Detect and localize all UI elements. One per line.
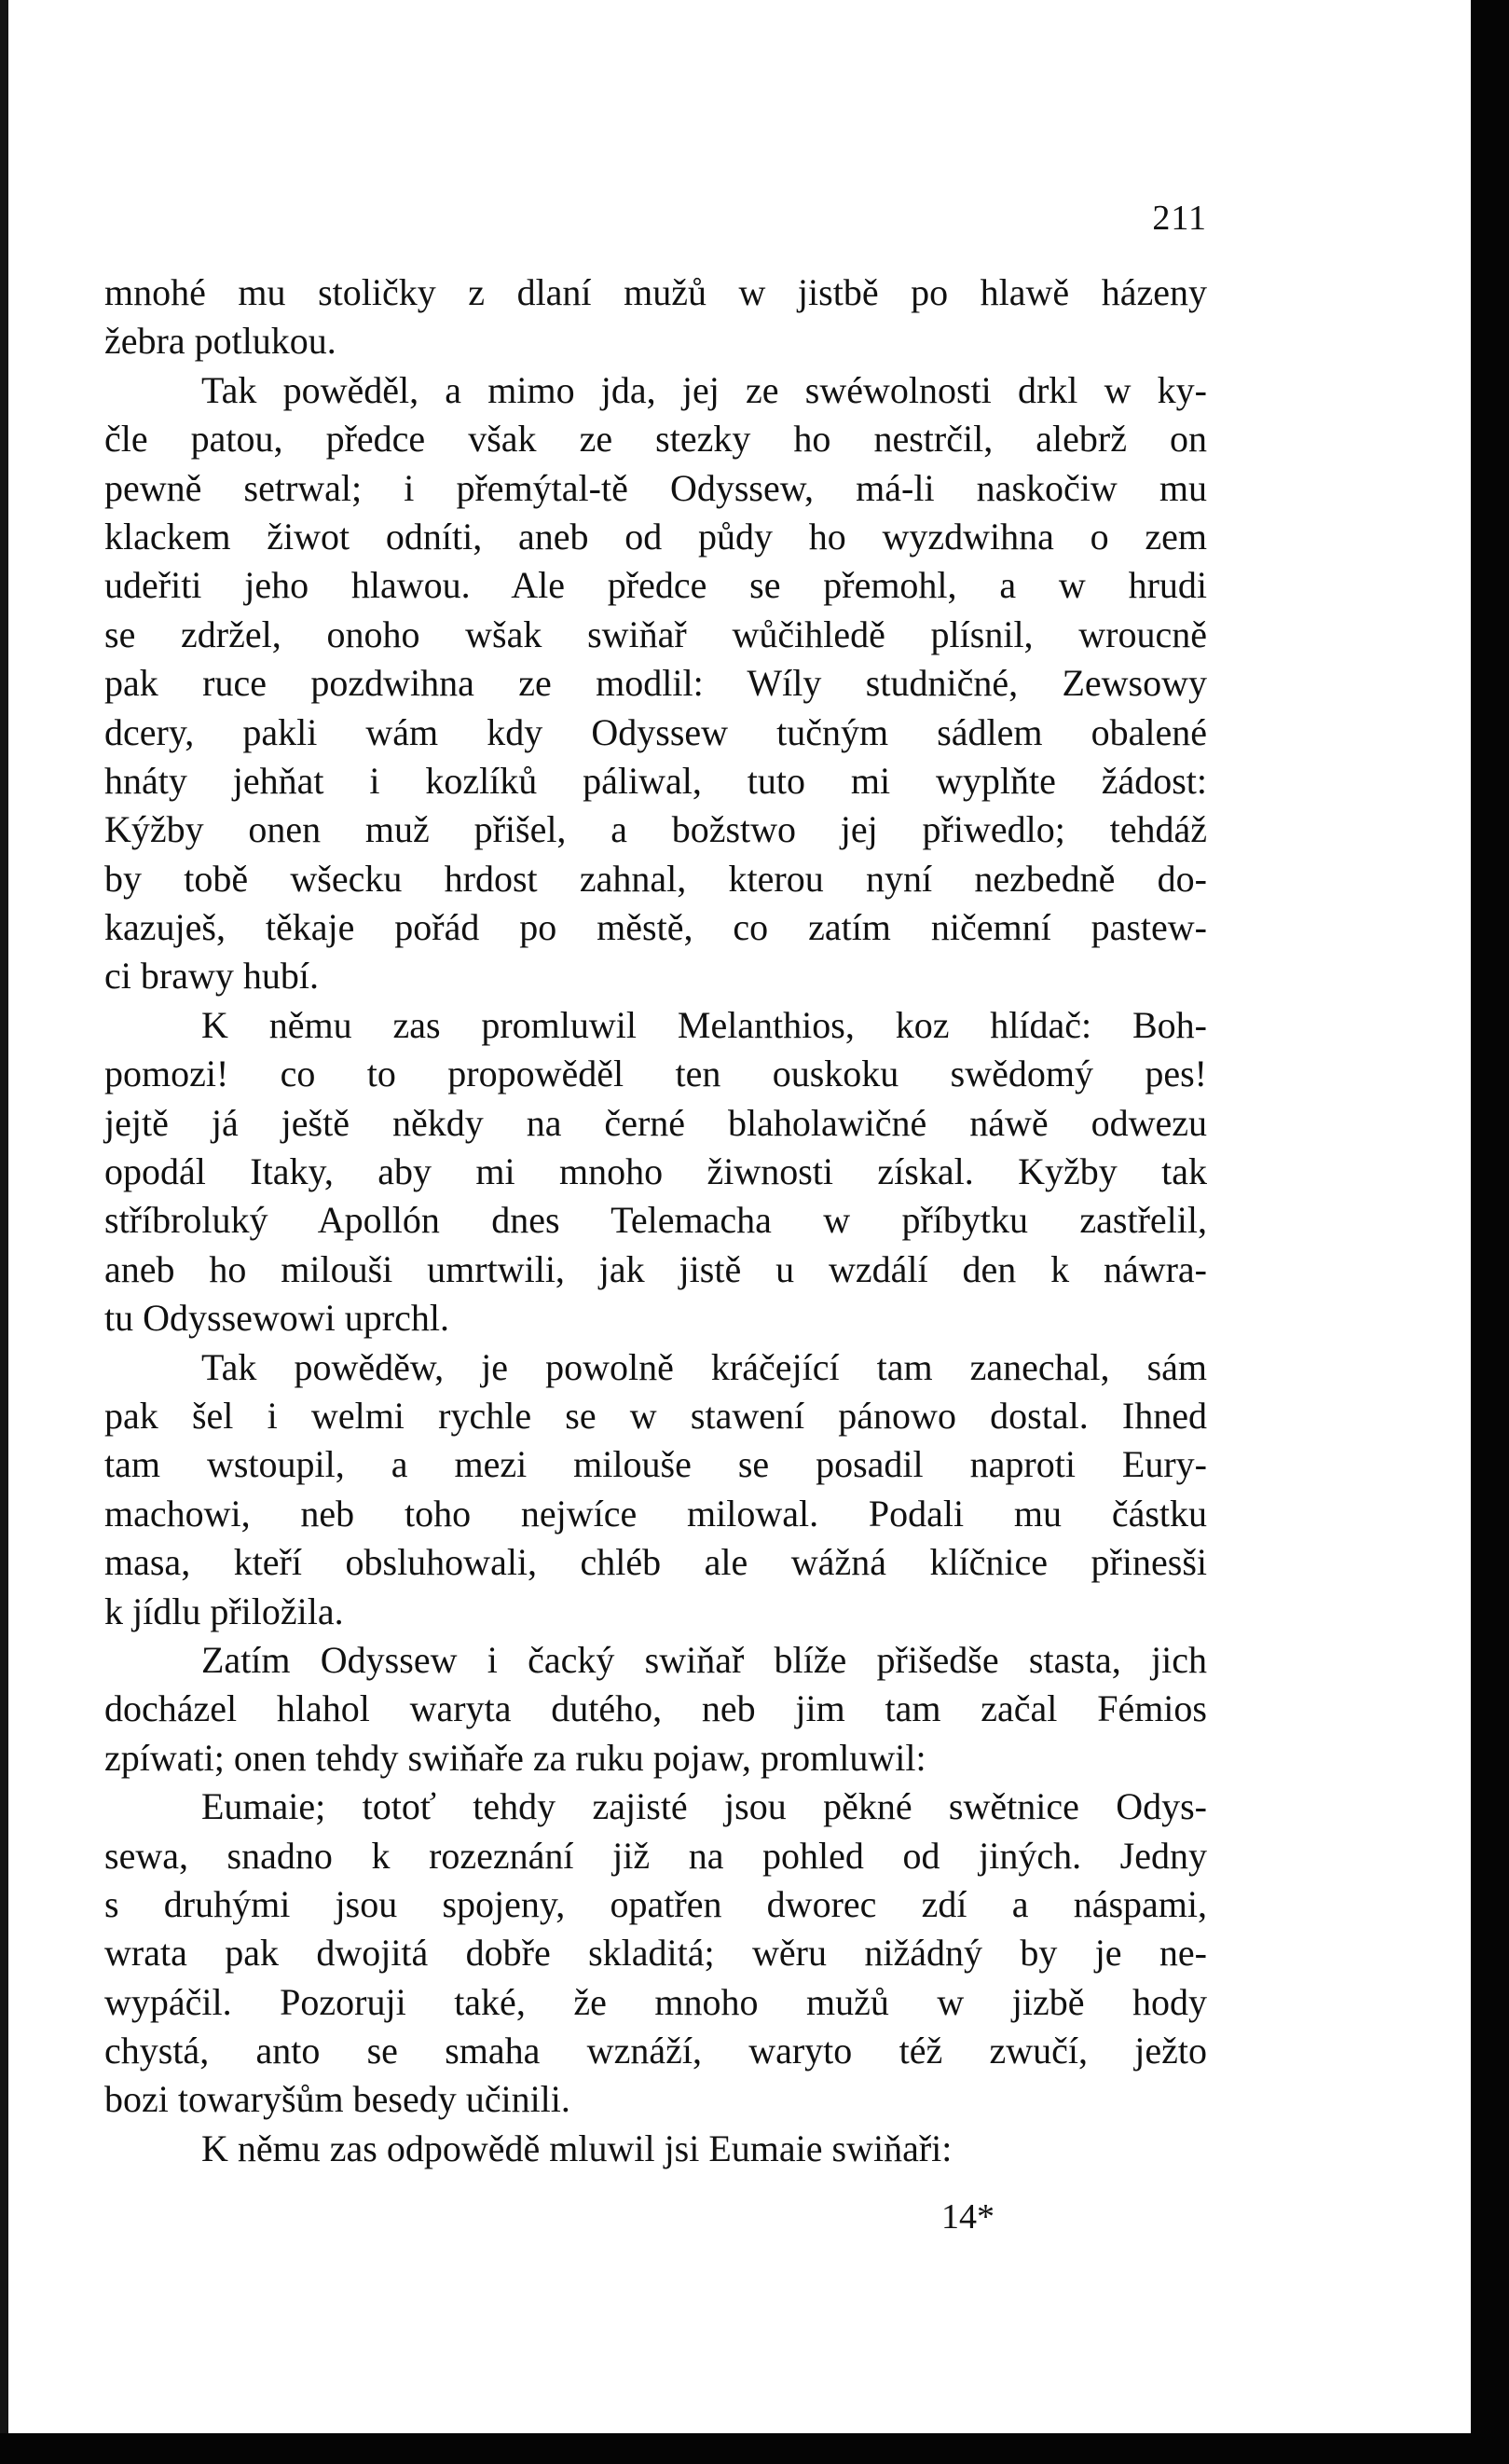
text-line: by tobě wšecku hrdost zahnal, kterou nyní nezbedně do- (104, 857, 1207, 900)
text-line: dcery, pakli wám kdy Odyssew tučným sádlem obalené (104, 710, 1207, 753)
text-line: čle patou, předce však ze stezky ho nestrčil, alebrž on (104, 418, 1207, 461)
scan-left-edge (0, 0, 8, 2433)
text-line: klackem žiwot odníti, aneb od půdy ho wyzdwihna o zem (104, 515, 1207, 557)
text-line: pak šel i welmi rychle se w stawení pánowo dostal. Ihned (104, 1394, 1207, 1437)
text-line: stříbroluký Apollón dnes Telemacha w příbytku zastřelil, (104, 1199, 1207, 1242)
scan-right-border (1471, 0, 1509, 2464)
page-number: 211 (1152, 199, 1207, 238)
text-line: Tak powěděl, a mimo jda, jej ze swéwolnosti drkl w ky- (201, 368, 1207, 411)
text-line: opodál Itaky, aby mi mnoho žiwnosti získal. Kyžby tak (104, 1150, 1207, 1193)
text-line: žebra potlukou. (104, 320, 336, 363)
text-line: kazuješ, těkaje pořád po městě, co zatím ničemní pastew- (104, 906, 1207, 949)
text-line: Kýžby onen muž přišel, a božstwo jej přiwedlo; tehdáž (104, 808, 1207, 851)
text-line: Tak powěděw, je powolně kráčející tam zanechal, sám (201, 1345, 1207, 1388)
text-line: machowi, neb toho nejwíce milowal. Podali mu částku (104, 1492, 1207, 1535)
text-line: pewně setrwal; i přemýtal-tě Odyssew, má-li naskočiw mu (104, 466, 1207, 509)
text-line: bozi towaryšům besedy učinili. (104, 2078, 570, 2121)
text-line: Zatím Odyssew i čacký swiňař blíže přišedše stasta, jich (201, 1638, 1207, 1681)
text-line: pak ruce pozdwihna ze modlil: Wíly studničné, Zewsowy (104, 662, 1207, 705)
scan-bottom-border (0, 2433, 1509, 2464)
text-line: zpíwati; onen tehdy swiňaře za ruku pojaw, promluwil: (104, 1736, 926, 1779)
text-line: sewa, snadno k rozeznání již na pohled od jiných. Jedny (104, 1834, 1207, 1877)
text-line: tam wstoupil, a mezi milouše se posadil naproti Eury- (104, 1443, 1207, 1486)
text-line: chystá, anto se smaha wznáží, waryto též zwučí, ježto (104, 2030, 1207, 2072)
text-line: se zdržel, onoho wšak swiňař wůčihledě plísnil, wroucně (104, 613, 1207, 655)
text-line: K němu zas odpowědě mluwil jsi Eumaie swiňaři: (201, 2127, 953, 2169)
signature-mark: 14* (941, 2197, 995, 2237)
text-line: masa, kteří obsluhowali, chléb ale wážná klíčnice přinesši (104, 1541, 1207, 1584)
text-line: udeřiti jeho hlawou. Ale předce se přemohl, a w hrudi (104, 564, 1207, 607)
text-line: K němu zas promluwil Melanthios, koz hlídač: Boh- (201, 1003, 1207, 1046)
text-line: s druhými jsou spojeny, opatřen dworec zdí a náspami, (104, 1882, 1207, 1925)
text-line: wypáčil. Pozoruji také, že mnoho mužů w jizbě hody (104, 1980, 1207, 2023)
text-line: ci brawy hubí. (104, 955, 319, 998)
text-line: jejtě já ještě někdy na černé blaholawičné náwě odwezu (104, 1101, 1207, 1144)
text-line: k jídlu přiložila. (104, 1590, 344, 1632)
text-line: tu Odyssewowi uprchl. (104, 1297, 449, 1340)
text-line: mnohé mu stoličky z dlaní mužů w jistbě po hlawě házeny (104, 271, 1207, 313)
text-line: pomozi! co to propowěděl ten ouskoku swědomý pes! (104, 1053, 1207, 1095)
text-line: hnáty jehňat i kozlíků páliwal, tuto mi wyplňte žádost: (104, 759, 1207, 802)
text-line: Eumaie; totoť tehdy zajisté jsou pěkné swětnice Odys- (201, 1785, 1207, 1828)
body-text (104, 268, 1207, 2173)
text-line: aneb ho milouši umrtwili, jak jistě u wzdálí den k náwra- (104, 1247, 1207, 1290)
text-line: wrata pak dwojitá dobře skladitá; wěru nižádný by je ne- (104, 1932, 1207, 1975)
text-line: docházel hlahol waryta dutého, neb jim tam začal Fémios (104, 1687, 1207, 1730)
